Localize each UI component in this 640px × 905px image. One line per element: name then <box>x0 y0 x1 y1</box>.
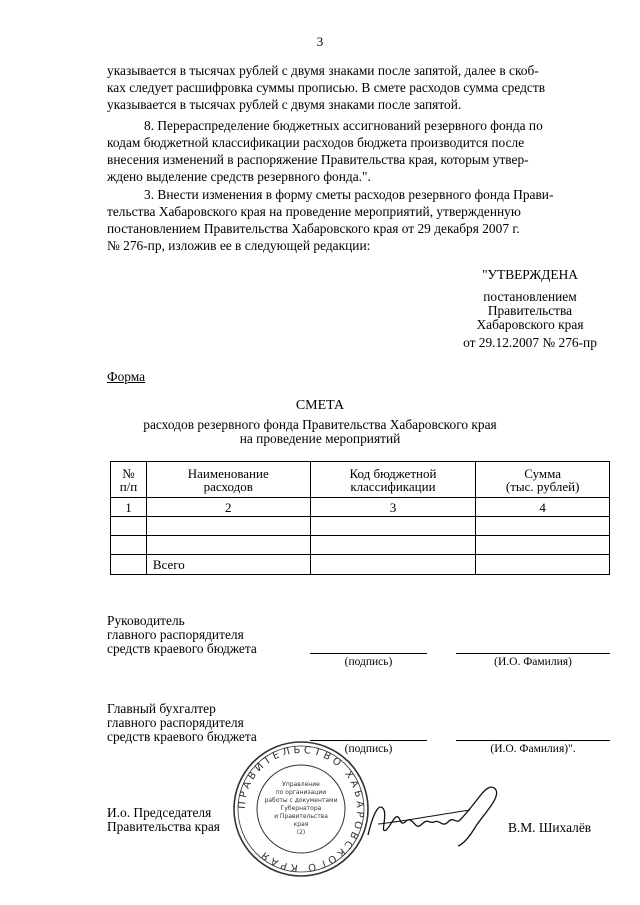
table-cell <box>146 536 310 555</box>
text-line: 3. Внести изменения в форму сметы расходов резервного фонда Прави- <box>144 187 554 202</box>
table-cell: 2 <box>146 498 310 517</box>
text-line: ках следует расшифровка суммы прописью. В смете расходов сумма средств <box>107 80 546 95</box>
text-line: указывается в тысячах рублей с двумя знаками после запятой. <box>107 97 462 112</box>
seal-ring-text: ПРАВИТЕЛЬСТВО ХАБАРОВСКОГО КРАЯ <box>236 744 366 874</box>
estimate-title: СМЕТА <box>295 398 345 413</box>
text-line: главного распорядителя <box>107 627 244 642</box>
text-line: постановлением Правительства Хабаровского края от 29 декабря 2007 г. <box>107 221 520 236</box>
text-line: Руководитель <box>107 613 185 628</box>
head-signature-block <box>107 614 257 656</box>
seal-inner-text: Управление <box>282 781 320 788</box>
seal-inner-text: и Правительства <box>274 813 328 820</box>
header-cell: Сумма (тыс. рублей) <box>476 462 610 498</box>
seal-inner-text: (2) <box>296 829 306 836</box>
signature-caption: (подпись) <box>344 743 393 755</box>
text-line: Главный бухгалтер <box>107 701 216 716</box>
estimate-subtitle: расходов резервного фонда Правительства Хабаровского края <box>143 417 497 432</box>
approval-line: Хабаровского края <box>476 317 584 332</box>
table-row <box>111 517 610 536</box>
seal-inner-text: по организации <box>275 789 327 796</box>
text-line: главного распорядителя <box>107 715 244 730</box>
text-line: кодам бюджетной классификации расходов бюджета производится после <box>107 135 525 150</box>
header-cell: № п/п <box>111 462 147 498</box>
table-cell: 4 <box>476 498 610 517</box>
handwritten-signature-icon <box>360 780 510 850</box>
name-caption: (И.О. Фамилия)". <box>490 743 576 755</box>
text-line: И.о. Председателя <box>107 805 212 820</box>
form-label: Форма <box>107 369 146 384</box>
header-cell: Код бюджетной классификации <box>310 462 476 498</box>
chair-name: В.М. Шихалёв <box>508 820 592 835</box>
seal-inner-text: работы с документами <box>264 797 338 804</box>
table-cell <box>111 555 147 575</box>
table-cell <box>476 517 610 536</box>
signature-caption: (подпись) <box>344 656 393 668</box>
text-line: средств краевого бюджета <box>107 729 257 744</box>
table-total-row <box>111 555 610 575</box>
table-cell <box>310 517 476 536</box>
table-header-row <box>111 462 610 498</box>
approval-line: Правительства <box>487 303 573 318</box>
table-cell <box>476 536 610 555</box>
text-line: тельства Хабаровского края на проведение мероприятий, утвержденную <box>107 204 521 219</box>
official-seal-icon <box>232 740 370 878</box>
estimate-subtitle: на проведение мероприятий <box>239 431 401 446</box>
text-line: ждено выделение средств резервного фонда.". <box>107 169 371 184</box>
text-line: средств краевого бюджета <box>107 641 257 656</box>
table-cell: 3 <box>310 498 476 517</box>
paragraph-item-8 <box>107 117 607 185</box>
accountant-signature-block <box>107 702 257 744</box>
text-line: внесения изменений в распоряжение Правительства края, которым утвер- <box>107 152 529 167</box>
total-label: Всего <box>146 555 310 575</box>
approval-line: постановлением <box>483 289 577 304</box>
header-cell: Наименование расходов <box>146 462 310 498</box>
name-line <box>456 740 610 741</box>
seal-inner-text: Губернатора <box>280 805 322 812</box>
table-cell <box>310 555 476 575</box>
signature-line <box>310 653 427 654</box>
table-cell <box>310 536 476 555</box>
paragraph-continuation <box>107 62 607 113</box>
chair-signature-block <box>107 806 220 834</box>
paragraph-item-3 <box>107 186 607 254</box>
name-caption: (И.О. Фамилия) <box>494 656 572 668</box>
text-line: 8. Перераспределение бюджетных ассигнований резервного фонда по <box>144 118 543 133</box>
seal-inner-text: края <box>293 821 309 828</box>
table-row <box>111 536 610 555</box>
approval-heading: "УТВЕРЖДЕНА <box>482 267 578 282</box>
table-cell <box>146 517 310 536</box>
table-cell: 1 <box>111 498 147 517</box>
table-row <box>111 498 610 517</box>
text-line: указывается в тысячах рублей с двумя знаками после запятой, далее в скоб- <box>107 63 539 78</box>
table-cell <box>111 536 147 555</box>
table-cell <box>111 517 147 536</box>
text-line: № 276-пр, изложив ее в следующей редакции: <box>107 238 371 253</box>
page-number: 3 <box>316 34 324 49</box>
estimate-table <box>110 461 610 575</box>
table-cell <box>476 555 610 575</box>
name-line <box>456 653 610 654</box>
approval-date: от 29.12.2007 № 276-пр <box>463 335 597 350</box>
text-line: Правительства края <box>107 819 220 834</box>
